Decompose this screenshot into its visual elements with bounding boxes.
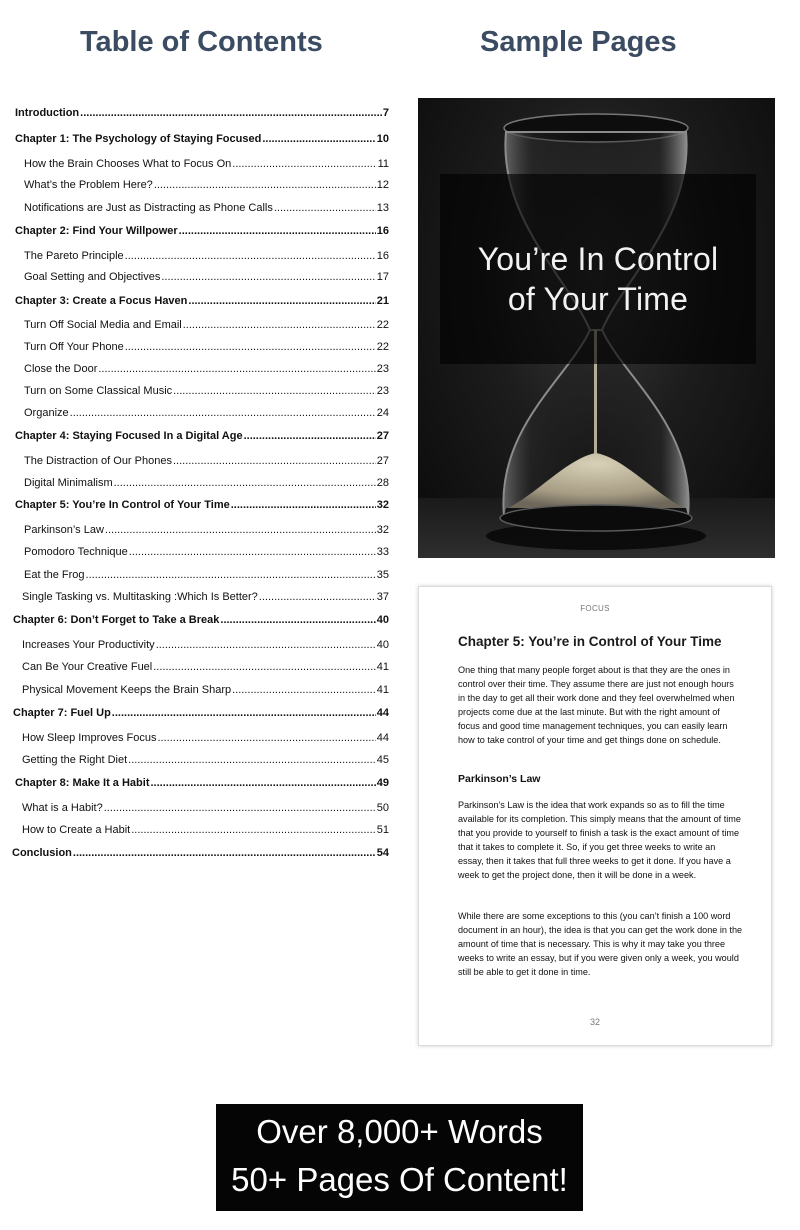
toc-leader-dots [231,498,376,512]
toc-entry-title: Chapter 2: Find Your Willpower [15,225,178,237]
toc-entry-page: 32 [376,499,389,511]
toc-entry-title: Turn Off Social Media and Email [24,319,182,331]
toc-entry [24,157,389,171]
toc-entry-title: The Distraction of Our Phones [24,455,172,467]
toc-entry-page: 35 [376,569,389,581]
toc-entry [22,660,389,674]
toc-leader-dots [131,823,376,837]
cover-title-line-1: You’re In Control [477,241,719,277]
toc-entry-page: 22 [376,341,389,353]
toc-entry-title: Introduction [15,107,80,119]
toc-leader-dots [188,294,375,308]
toc-entry [24,249,389,263]
toc-entry [24,178,389,192]
toc-leader-dots [150,776,375,790]
toc-entry-title: Physical Movement Keeps the Brain Sharp [22,684,232,696]
toc-entry-title: What is a Habit? [22,802,103,814]
promo-banner [216,1104,583,1211]
toc-entry [24,476,389,490]
toc-entry [24,340,389,354]
toc-entry [15,498,389,512]
toc-leader-dots [232,157,376,171]
toc-entry-title: Chapter 6: Don’t Forget to Take a Break [13,614,220,626]
paragraph: Parkinson’s Law is the idea that work expands so as to fill the time available for its completion. This simply means that the amount of time that you provide to yourself to finish a task is the exact amount of time that it takes to complete it. So, if you get three weeks to write an essay, then it takes that full three weeks to get it done. If you have a week to get the project done, then it will be done in a week. [458,800,741,880]
toc-entry [24,270,389,284]
toc-entry [15,429,389,443]
toc-entry-page: 51 [376,824,389,836]
toc-entry-title: Conclusion [12,847,72,859]
toc-entry [24,545,389,559]
sample-page [418,586,772,1046]
toc-entry [22,823,389,837]
toc-entry-title: What’s the Problem Here? [24,179,153,191]
toc-entry-page: 50 [376,802,389,814]
toc-leader-dots [232,683,376,697]
toc-entry-title: How Sleep Improves Focus [22,732,157,744]
chapter-title: Chapter 5: You’re in Control of Your Time [458,634,722,649]
toc-entry-title: Single Tasking vs. Multitasking :Which Is Better? [22,591,258,603]
toc-leader-dots [183,318,376,332]
toc-entry-title: Notifications are Just as Distracting as Phone Calls [24,202,273,214]
toc-leader-dots [179,224,376,238]
toc-entry-title: Eat the Frog [24,569,85,581]
toc-leader-dots [244,429,376,443]
toc-leader-dots [262,132,375,146]
toc-entry [24,201,389,215]
toc-entry-title: Organize [24,407,69,419]
page-number: 32 [589,1017,600,1027]
toc-leader-dots [114,476,376,490]
toc-entry-title: Close the Door [24,363,98,375]
toc-leader-dots [86,568,376,582]
toc-entry-page: 11 [377,158,389,170]
toc-leader-dots [112,706,376,720]
toc-entry-title: Chapter 1: The Psychology of Staying Focused [15,133,262,145]
cover-title-line-2: of Your Time [507,281,689,317]
toc-entry [24,318,389,332]
toc-leader-dots [220,613,375,627]
toc-entry-page: 32 [376,524,389,536]
toc-entry-title: Parkinson’s Law [24,524,104,536]
toc-entry [22,683,389,697]
toc-entry-page: 54 [376,847,389,859]
banner-line-2: 50+ Pages Of Content! [231,1161,568,1198]
toc-leader-dots [80,106,382,120]
toc-entry-title: Chapter 5: You’re In Control of Your Time [15,499,230,511]
toc-entry-title: Getting the Right Diet [22,754,128,766]
toc-entry-title: Turn on Some Classical Music [24,385,173,397]
toc-entry [15,106,389,120]
toc-leader-dots [173,454,376,468]
toc-entry-title: Pomodoro Technique [24,546,128,558]
toc-leader-dots [128,753,376,767]
toc-entry-page: 21 [376,295,389,307]
toc-entry [13,613,389,627]
toc-entry [15,776,389,790]
toc-leader-dots [129,545,376,559]
toc-entry-title: Chapter 7: Fuel Up [13,707,111,719]
toc-entry [24,454,389,468]
toc-entry-page: 41 [376,684,389,696]
toc-leader-dots [98,362,375,376]
toc-entry-title: Chapter 4: Staying Focused In a Digital Age [15,430,243,442]
toc-entry-page: 13 [376,202,389,214]
toc-entry-page: 16 [376,250,389,262]
sample-pages-heading: Sample Pages [480,26,677,58]
toc-entry-page: 27 [376,455,389,467]
toc-entry [22,801,389,815]
paragraph: One thing that many people forget about is that they are the ones in control over their time. They assume there are just not enough hours in the day to get all their work done and they feel overwhelmed when projects come due at the last minute. But with the right amount of focus and good time management techniques, you can easily learn how to take control of your time and get things done on schedule. [458,665,735,745]
toc-entry-page: 7 [382,107,389,119]
toc-leader-dots [161,270,375,284]
toc-leader-dots [125,249,376,263]
toc-entry-title: Digital Minimalism [24,477,113,489]
toc-leader-dots [104,801,376,815]
banner-line-1: Over 8,000+ Words [256,1113,543,1150]
toc-leader-dots [173,384,376,398]
toc-entry-title: The Pareto Principle [24,250,124,262]
toc-entry [22,753,389,767]
toc-entry [15,294,389,308]
toc-entry-title: Goal Setting and Objectives [24,271,161,283]
toc-entry-page: 23 [376,363,389,375]
toc-entry-title: Turn Off Your Phone [24,341,124,353]
toc-leader-dots [259,590,376,604]
toc-entry-title: Can Be Your Creative Fuel [22,661,153,673]
toc-leader-dots [105,523,376,537]
toc-leader-dots [125,340,376,354]
toc-entry [15,132,389,146]
toc-leader-dots [158,731,376,745]
book-cover [418,98,775,558]
toc-entry-page: 37 [376,591,389,603]
toc-entry-page: 28 [376,477,389,489]
toc-entry-title: How to Create a Habit [22,824,131,836]
toc-entry-page: 17 [376,271,389,283]
toc-entry-page: 40 [376,639,389,651]
toc-entry [22,590,389,604]
toc-entry-page: 41 [376,661,389,673]
running-header: FOCUS [580,604,610,613]
toc-entry-title: Chapter 3: Create a Focus Haven [15,295,188,307]
toc-leader-dots [154,178,376,192]
toc-entry-page: 45 [376,754,389,766]
toc-leader-dots [274,201,376,215]
table-of-contents [0,0,400,870]
toc-entry-page: 10 [376,133,389,145]
toc-entry-page: 16 [376,225,389,237]
toc-entry-page: 49 [376,777,389,789]
toc-leader-dots [73,846,376,860]
toc-entry-page: 24 [376,407,389,419]
toc-entry-page: 44 [376,707,389,719]
toc-leader-dots [156,638,376,652]
toc-entry-page: 44 [376,732,389,744]
toc-entry [13,706,389,720]
toc-entry [24,523,389,537]
toc-entry-page: 12 [376,179,389,191]
toc-entry-page: 33 [376,546,389,558]
toc-entry [24,568,389,582]
toc-entry [24,406,389,420]
toc-entry-page: 27 [376,430,389,442]
toc-entry [12,846,389,860]
toc-entry [22,638,389,652]
toc-entry-page: 40 [376,614,389,626]
toc-entry [24,362,389,376]
toc-entry-title: How the Brain Chooses What to Focus On [24,158,232,170]
toc-entry [24,384,389,398]
paragraph: While there are some exceptions to this (you can’t finish a 100 word document in an hour), the idea is that you can get the work done in the amount of time that is necessary. This is why it may take you three weeks to write an essay, but if you were given only a week, you would still be able to get it done in time. [458,911,743,977]
toc-entry [22,731,389,745]
section-subheading: Parkinson’s Law [458,773,541,785]
toc-leader-dots [70,406,376,420]
toc-entry-page: 23 [376,385,389,397]
toc-leader-dots [153,660,376,674]
toc-entry-title: Increases Your Productivity [22,639,155,651]
toc-entry-page: 22 [376,319,389,331]
toc-entry-title: Chapter 8: Make It a Habit [15,777,150,789]
toc-heading: Table of Contents [80,26,323,58]
toc-entry [15,224,389,238]
